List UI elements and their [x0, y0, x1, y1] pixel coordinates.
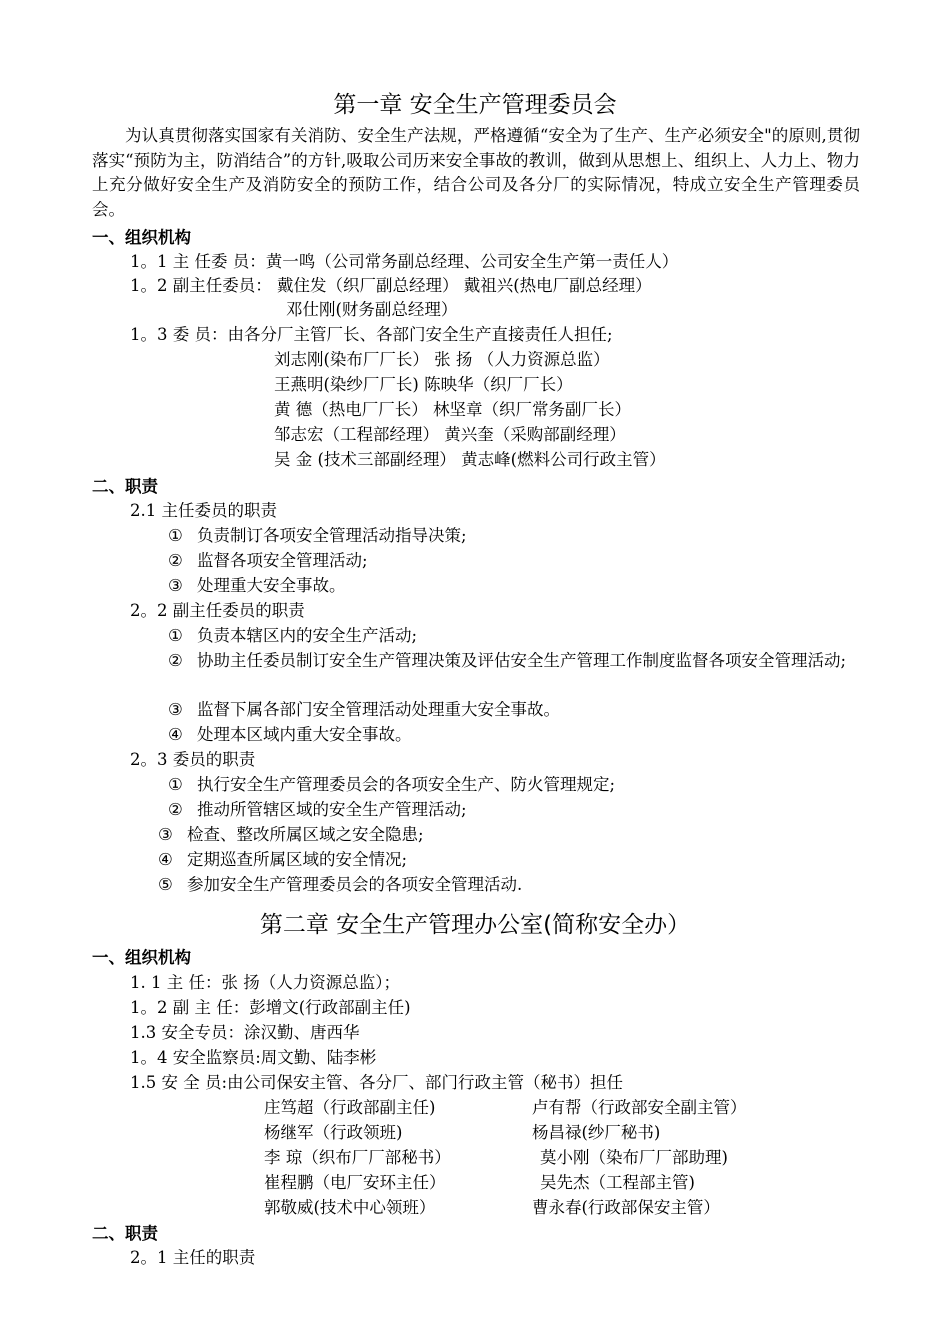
ch1-section-duties: 二、职责	[92, 477, 158, 496]
ch1-vice-director-extra: 邓仕刚(财务副总经理）	[286, 300, 458, 319]
list-item	[168, 549, 858, 573]
list-item	[168, 698, 858, 722]
list-item	[168, 624, 858, 648]
list-number: ②	[168, 551, 183, 570]
list-number: ①	[168, 626, 183, 645]
ch1-duties-vice-heading: 2。2 副主任委员的职责	[130, 601, 305, 620]
ch2-staff-left: 崔程鹏（电厂安环主任）	[264, 1173, 446, 1192]
ch1-members-heading: 1。3 委 员：由各分厂主管厂长、各部门安全生产直接责任人担任;	[130, 325, 613, 344]
ch1-member-row: 王燕明(染纱厂厂长) 陈映华（织厂厂长）	[274, 375, 573, 394]
list-text: 负责本辖区内的安全生产活动;	[197, 626, 418, 645]
ch2-staff-left: 庄笃超（行政部副主任)	[264, 1098, 436, 1117]
ch1-section-organization: 一、组织机构	[92, 228, 191, 247]
list-text: 参加安全生产管理委员会的各项安全管理活动.	[187, 875, 523, 894]
list-number: ①	[168, 526, 183, 545]
ch2-staff-left: 李 琼（织布厂厂部秘书）	[264, 1148, 451, 1167]
list-text: 监督下属各部门安全管理活动处理重大安全事故。	[197, 700, 560, 719]
ch2-section-duties: 二、职责	[92, 1224, 158, 1243]
list-item	[168, 524, 858, 548]
ch2-staff-right: 曹永春(行政部保安主管）	[532, 1198, 720, 1217]
ch1-member-row: 黄 德（热电厂厂长） 林坚章（织厂常务副厂长）	[274, 400, 631, 419]
list-item	[168, 773, 858, 797]
list-number: ①	[168, 775, 183, 794]
list-item	[168, 649, 860, 673]
ch2-safety-inspectors: 1。4 安全监察员:周文勤、陆李彬	[130, 1048, 377, 1067]
list-text: 推动所管辖区域的安全生产管理活动;	[197, 800, 467, 819]
ch2-safety-officers: 1.5 安 全 员:由公司保安主管、各分厂、部门行政主管（秘书）担任	[130, 1073, 624, 1092]
list-text: 定期巡查所属区域的安全情况;	[187, 850, 408, 869]
chapter-1-title: 第一章 安全生产管理委员会	[333, 92, 617, 118]
ch2-staff-left: 郭敬威(技术中心领班）	[264, 1198, 436, 1217]
list-text: 检查、整改所属区域之安全隐患;	[187, 825, 424, 844]
list-text: 处理重大安全事故。	[197, 576, 346, 595]
list-text: 执行安全生产管理委员会的各项安全生产、防火管理规定;	[197, 775, 616, 794]
ch1-member-row: 邹志宏（工程部经理） 黄兴奎（采购部副经理）	[274, 425, 626, 444]
ch2-staff-left: 杨继军（行政领班)	[264, 1123, 403, 1142]
list-item	[168, 574, 858, 598]
chapter-1-intro: 为认真贯彻落实国家有关消防、安全生产法规，严格遵循“安全为了生产、生产必须安全"的原则,贯彻落实“预防为主，防消结合”的方针,吸取公司历来安全事故的教训，做到从思想上、组织上、人力上、物力上充分做好安全生产及消防安全的预防工作，结合公司及各分厂的实际情况，特成立安全生产管理委员会。	[92, 126, 860, 219]
ch1-director: 1。1 主 任委 员：黄一鸣（公司常务副总经理、公司安全生产第一责任人）	[130, 252, 679, 271]
ch2-director: 1. 1 主 任：张 扬（人力资源总监）；	[130, 973, 400, 992]
list-item	[158, 873, 858, 897]
list-number: ②	[168, 800, 183, 819]
list-number: ④	[168, 725, 183, 744]
list-text: 负责制订各项安全管理活动指导决策;	[197, 526, 467, 545]
list-item	[168, 723, 858, 747]
list-text: 协助主任委员制订安全生产管理决策及评估安全生产管理工作制度监督各项安全管理活动;	[197, 651, 847, 670]
list-item	[158, 823, 858, 847]
list-number: ③	[168, 700, 183, 719]
list-item	[158, 848, 858, 872]
list-number: ④	[158, 850, 173, 869]
list-number: ③	[158, 825, 173, 844]
ch2-duties-director-heading: 2。1 主任的职责	[130, 1248, 256, 1267]
ch2-staff-right: 卢有帮（行政部安全副主管）	[532, 1098, 747, 1117]
ch2-staff-right: 莫小刚（染布厂厂部助理)	[540, 1148, 728, 1167]
list-number: ③	[168, 576, 183, 595]
chapter-2-title: 第二章 安全生产管理办公室(简称安全办）	[259, 912, 691, 938]
list-text: 监督各项安全管理活动;	[197, 551, 368, 570]
ch1-vice-directors: 1。2 副主任委员： 戴住发（织厂副总经理） 戴祖兴(热电厂副总经理）	[130, 276, 652, 295]
ch2-section-organization: 一、组织机构	[92, 948, 191, 967]
ch1-duties-members-heading: 2。3 委员的职责	[130, 750, 256, 769]
ch1-member-row: 吴 金 (技术三部副经理） 黄志峰(燃料公司行政主管）	[274, 450, 666, 469]
list-item	[168, 798, 858, 822]
ch2-staff-right: 杨昌禄(纱厂秘书)	[532, 1123, 661, 1142]
ch2-staff-right: 吴先杰（工程部主管)	[540, 1173, 695, 1192]
list-number: ②	[168, 651, 183, 670]
list-text: 处理本区域内重大安全事故。	[197, 725, 412, 744]
ch2-safety-specialists: 1.3 安全专员：涂汉勤、唐西华	[130, 1023, 360, 1042]
ch2-vice-director: 1。2 副 主 任：彭增文(行政部副主任)	[130, 998, 411, 1017]
list-number: ⑤	[158, 875, 173, 894]
ch1-duties-director-heading: 2.1 主任委员的职责	[130, 501, 277, 520]
ch1-member-row: 刘志刚(染布厂厂长） 张 扬 （人力资源总监）	[274, 350, 610, 369]
